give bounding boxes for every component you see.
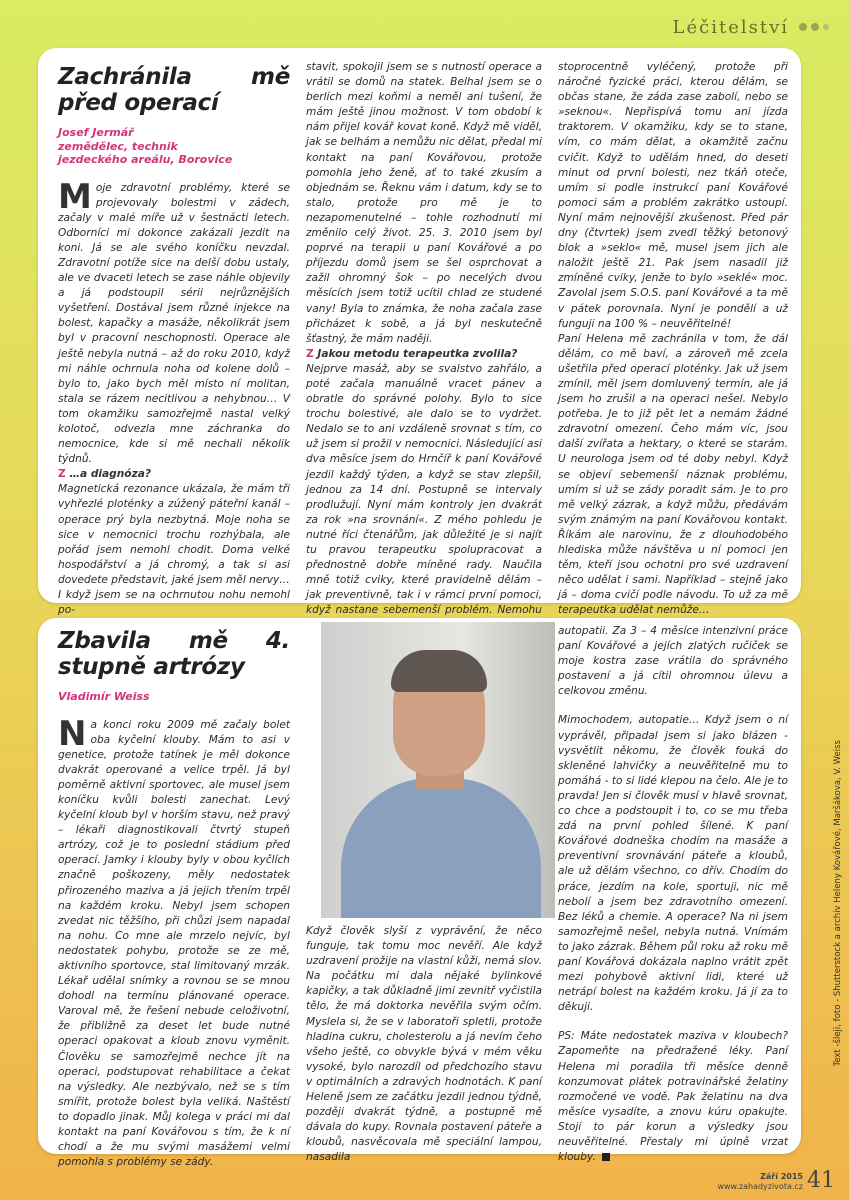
dropcap: M (58, 176, 92, 217)
paragraph (58, 176, 290, 468)
article-2-col-2 (306, 924, 542, 1166)
photo-credit: Text -šleji, foto - Shutterstock a archiv Heleny Kovářové, Maršákova, V. Weiss (833, 740, 843, 1067)
article-1-title: Zachránila mě před operací (58, 64, 290, 116)
subheading (306, 347, 542, 362)
article-2-title: Zbavila mě 4. stupně artrózy (58, 628, 290, 680)
paragraph (558, 1029, 788, 1165)
portrait-photo (321, 622, 555, 918)
paragraph: Nejprve masáž, aby se svalstvo zahřálo, a poté začala manuálně vracet pánev a obratle do správné polohy. Bylo to sice trochu bolestivé, ale dalo se to vydržet. Nedalo se to ani vzdáleně srovnat s tím, co už jsem si prožil v nemocnici. Následující asi dva měsíce jsem do Hrnčíř k paní Kovářové jezdil každý týden, a když se stav zlepšil, jednou za 14 dní. Postupně se intervaly prodlužují. Nyní mám kontroly jen dvakrát za rok »na srovnání«. Z mého pohledu je nutné říci čtenářům, jak důležité je si najít tu pravou terapeutku spolupracovat a přednostně dobře míněné rady. Naučila mně totiž cviky, které pravidelně dělám – jak preventivně, tak i v rámci první pomoci, když nastane sebemenší problém. Nemohu (306, 362, 542, 617)
paragraph: Paní Helena mě zachránila v tom, že dál dělám, co mě baví, a zároveň mě zcela ušetřila před operací ploténky. Jak už jsem zmínil, měl jsem domluvený termín, ale já jsem ho zrušil a na operaci nešel. Nebylo potřeba. Je to již pět let a nemám žádné zdravotní omezení. Čeho mám víc, jsou další zvířata a hektary, o které se starám. U neurologa jsem od té doby nebyl. Když se objeví sebemenší náznak problému, umím si už se zády poradit sám. Je to pro mě velký zázrak, a když můžu, předávám svým známým na paní Kovářovou kontakt. Říkám ale narovinu, že z dlouhodobého hlediska může návštěva u ní pomoci jen těm, kteří jsou ochotni pro své uzdravení něco udělat i sami. Například – stejně jako já – doma cvičí podle návodu. To už za mě terapeutka udělat nemůže… (558, 332, 788, 617)
paragraph: Magnetická rezonance ukázala, že mám tři vyhřezlé ploténky a zúžený páteřní kanál – operace prý byla nezbytná. Moje noha se sice v nemocnici trochu rozhýbala, ale pořád jsem nemohl chodit. Doma velké hospodářství a já chromý, a tak si asi dovedete představit, jaké jsem měl nervy… (58, 483, 290, 586)
subheading-text: Jakou metodu terapeutka zvolila? (317, 347, 518, 360)
article-2-col-1 (58, 628, 290, 1170)
dot-icon (811, 23, 819, 31)
paragraph: autopatii. Za 3 – 4 měsíce intenzivní práce paní Kovářové a jejích zlatých ručiček se moje kostra zase vrátila do správného postavení a já cítil ohromnou úlevu a celkovou změnu. (558, 625, 788, 698)
subheading-text: …a diagnóza? (69, 468, 152, 481)
website: www.zahadyzivota.cz (717, 1182, 803, 1191)
paragraph: I když jsem se na ochrnutou nohu nemohl po- (58, 589, 290, 617)
paragraph-text: oje zdravotní problémy, které se projevovaly bolestmi v zádech, začaly v malé míře už v šestnácti letech. Odborníci mi dokonce zakázali jezdit na koni. Já se ale svého koníčku nevzdal. Zdravotní potíže sice na delší dobu ustaly, ale ve dvaceti letech se zase náhle objevily a já podstoupil sérii nejrůznějších vyšetření. Dostával jsem různé injekce na bolest, kapačky a masáže, několikrát jsem byl v pracovní neschopnosti. Operace ale ještě nebyla nutná – až do roku 2010, když mi náhle ochrnula noha od kolene dolů – bylo to, jako bych měl místo ní molitan, stala se rázem necitlivou a nehybnou… V tom okamžiku samozřejmě nastal velký kolotoč, odvezla mne záchranka do nemocnice, kde si mě nechali několik týdnů. (58, 181, 290, 466)
author-place: jezdeckého areálu, Borovice (58, 153, 233, 166)
article-2-box (38, 618, 801, 1169)
footer-meta (717, 1172, 803, 1192)
section-dots (799, 23, 829, 31)
page-footer (717, 1170, 835, 1192)
author-name: Josef Jermář (58, 126, 134, 139)
paragraph-text: PS: Máte nedostatek maziva v kloubech? Zapomeňte na předražené léky. Paní Helena mi poradila tři měsíce denně konzumovat plátek potravinářské želatiny rozmočené ve vodě. Pak želatinu na dva měsíce vysadíte, a znovu kúru opakujte. Stojí to pár korun a výsledky jsou neuvěřitelné. Přestaly mi úplně vrzat klouby. (558, 1030, 788, 1164)
article-1-byline (58, 126, 290, 167)
end-mark-icon (602, 1153, 610, 1161)
dot-icon (823, 24, 829, 30)
paragraph: Když člověk slyší z vyprávění, že něco funguje, tak tomu moc nevěří. Ale když uzdravení prožije na vlastní kůži, nemá slov. Na počátku mi dala nějaké bylinkové kapičky, a tak důkladně jimi zevnitř vyčistila tělo, že má doktorka nevěřila svým očím. Myslela si, že se v laboratoři spletli, protože hladina cukru, cholesterolu a já nevím čeho všeho ještě, co obvykle bývá v mém věku vysoké, bylo narozdíl od předchozího stavu v optimálních a zdravých hodnotách. K paní Heleně jsem ze začátku jezdil jednou týdně, později dvakrát týdně, a postupně mě dávala do kupy. Rovnala postavení páteře a kloubů, nasvěcovala mě speciální lampou, nasadila (306, 925, 542, 1164)
dot-icon (799, 23, 807, 31)
z-icon: Z (58, 468, 66, 481)
paragraph: Mimochodem, autopatie… Když jsem o ní vyprávěl, připadal jsem si jako blázen - vysvětlit někomu, že člověk fouká do skleněné lahvičky a neuvěřitelně mu to pomáhá - to si lidé klepou na čelo. Ale je to pravda! Jen si člověk musí v hlavě srovnat, co chce a podstoupit i to, co se mu třeba zdá na první pohled šílené. K paní Kovářové dodneška chodím na masáže a preventivní srovnávání páteře a kloubů, ale už dělám všechno, co dřív. Chodím do práce, jezdím na kole, sportuji, nic mě nebolí a jsem bez zdravotního omezení. Bez léků a chemie. A operace? Na ni jsem samozřejmě nešel, nebyla nutná. Vnímám to jako zázrak. Během půl roku až roku mě paní Kovářová dokázala naplno vrátit zpět mezi pohybově aktivní lidi, které už netrápí bolest na každém kroku. Já jí za to děkuji. (558, 714, 788, 1014)
article-1-box (38, 48, 801, 617)
paragraph: stavit, spokojil jsem se s nutností operace a vrátil se domů na statek. Belhal jsem se o berlích mezi koňmi a neměl ani tušení, že mám ještě jinou možnost. V tom období k nám přijel kovář kovat koně. Když mě viděl, jak se belhám a nemůžu nic dělat, předal mi kontakt na paní Kovářovou, protože pomohla jeho ženě, ať to také zkusím a objednám se. Řeknu vám i datum, kdy se to stalo, protože pro mě je to nezapomenutelné – tohle rozhodnutí mi změnilo celý život. 25. 3. 2010 jsem byl poprvé na terapii u paní Kovářové a po příjezdu domů jsem se šel osprchovat a zažil ohromný šok – po necelých dvou měsících jsem totiž ucítil chlad ze studené vany! Byla to známka, že noha začala zase přicházet k sobě, a já byl neskutečně šťastný, že mám naději. (306, 61, 542, 345)
article-1-col-3 (558, 60, 788, 618)
article-2-byline: Vladimír Weiss (58, 690, 150, 703)
section-label: Léčitelství (672, 16, 789, 38)
page-number: 41 (807, 1168, 835, 1193)
issue-month: Září 2015 (760, 1172, 803, 1181)
article-1-col-2 (306, 60, 542, 634)
z-icon: Z (306, 347, 314, 360)
paragraph-text: a konci roku 2009 mě začaly bolet oba kyčelní klouby. Mám to asi v genetice, protože tatínek je měl dokonce dvakrát operované a velice trpěl. Já byl poměrně aktivní sportovec, ale musel jsem koníčku kvůli bolesti zanechat. Levý kyčelní kloub byl v horším stavu, než pravý – lékaři diagnostikovali čtvrtý stupeň artrózy, což je to poslední stádium před operací. Jamky i klouby byly v obou kyčlích značně poškozeny, měly nedostatek přirozeného maziva a já jejich třením trpěl na každém kroku. Nebyl jsem schopen zvedat nic těžšího, při chůzi jsem napadal na nohu. Co mne ale mrzelo nejvíc, byl nedostatek pohybu, protože se ze mě, aktivního sportovce, stal limitovaný mrzák. Lékař udělal snímky a rovnou se se mnou dohodl na termínu plánované operace. Varoval mě, že řešení nebude celoživotní, že přibližně za deset let bude nutné operaci opakovat a kloub znovu vyměnit. Člověku se samozřejmě nechce jít na operaci, podstupovat rehabilitace a čekat na výsledky. Ale nezbývalo, než se s tím smířit, protože bolest byla veliká. Naštěstí to dopadlo jinak. Můj kolega v práci mi dal kontakt na paní Kovářovou s tím, že k ní chodí a že mu svými masážemi velmi pomohla s problémy se zády. (58, 718, 290, 1169)
subheading (58, 467, 290, 482)
article-2-col-3 (558, 624, 788, 1165)
article-1-col-1 (58, 64, 290, 618)
paragraph: stoprocentně vyléčený, protože při náročné fyzické práci, kterou dělám, se občas stane, že záda zase zabolí, nebo se »seknou«. Nepřispívá tomu ani jízda traktorem. V okamžiku, kdy se to stane, vím, co mám dělat, a okamžitě začnu cvičit. Když to udělám hned, do deseti minut od první bolesti, nez tkáň oteče, umím si podle instrukcí paní Kovářové pomoci sám a problém zakrátko ustoupí. Nyní mám nejnovější zkušenost. Před pár dny (čtvrtek) jsem zvedl těžký betonový blok a »seklo« mě, musel jsem jich ale naložit ještě 21. Pak jsem nasadil již zmíněné cviky, jenže to bylo »seklé« moc. Zavolal jsem S.O.S. paní Kovářové a ta mě v pátek porovnala. Nyní je pondělí a už funguji na 100 % – neuvěřitelné! (558, 61, 788, 330)
section-header (673, 10, 829, 44)
author-role: zemědělec, technik (58, 139, 178, 153)
paragraph (58, 713, 290, 1171)
dropcap: N (58, 713, 87, 754)
